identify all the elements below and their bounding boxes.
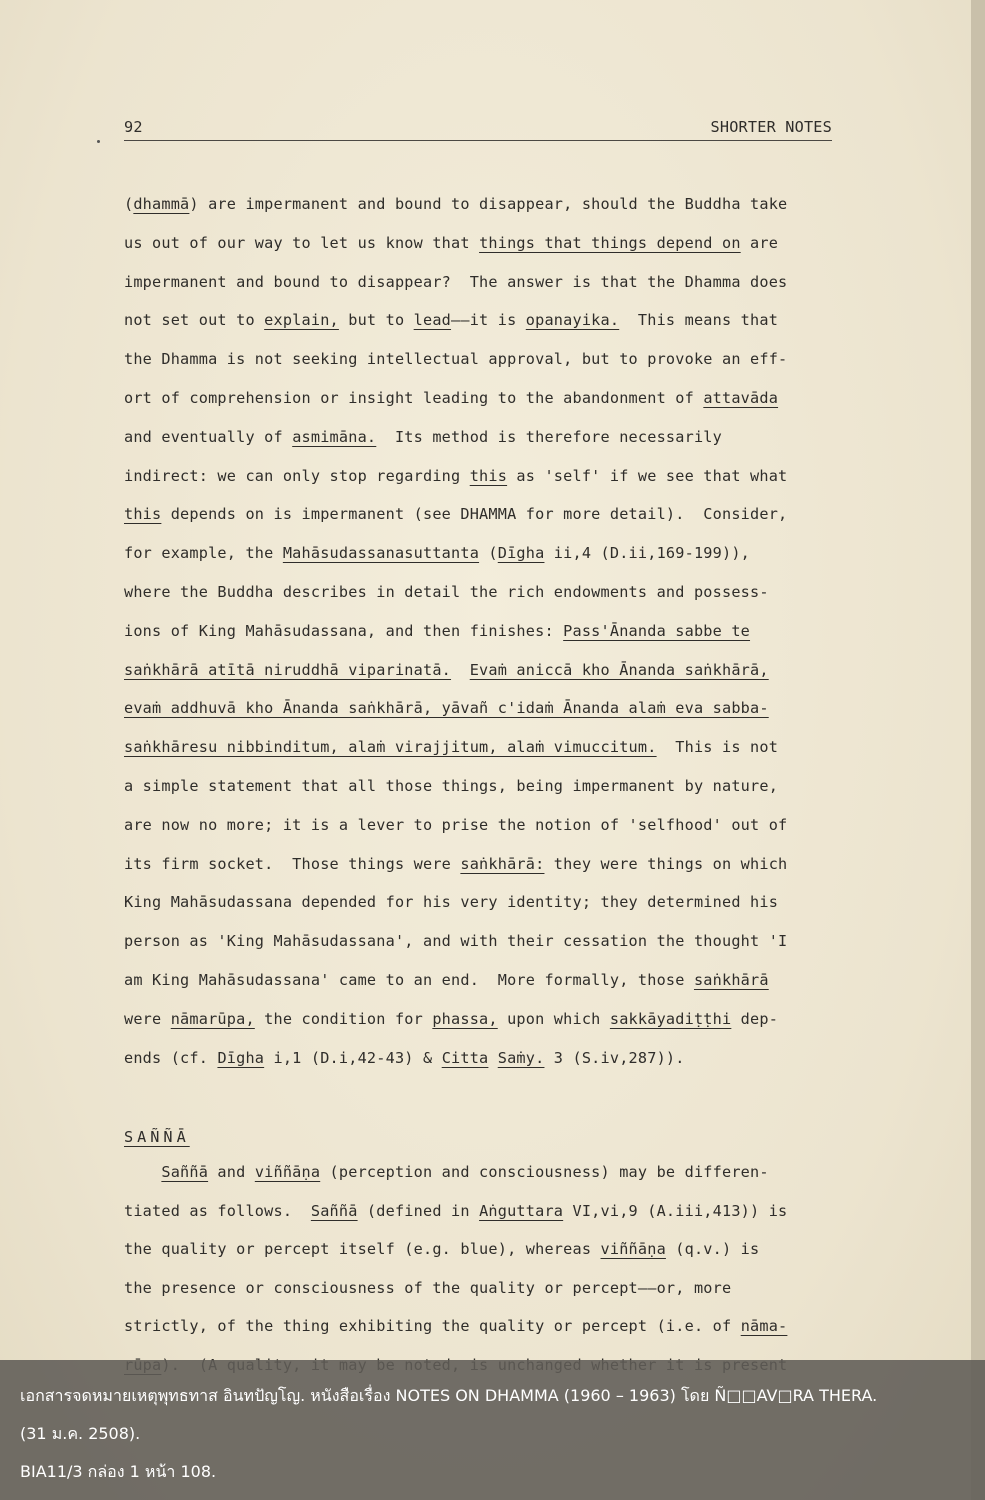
text-line: [124, 273, 787, 291]
text-run: the presence or consciousness of the quality or percept——or, more: [124, 1278, 732, 1297]
underlined-term: Evaṁ aniccā kho Ānanda saṅkhārā,: [469, 660, 769, 679]
text-run: where the Buddha describes in detail the rich endowments and possess-: [124, 583, 769, 601]
running-title: SHORTER NOTES: [710, 118, 832, 136]
text-run: impermanent and bound to disappear? The answer is that the Dhamma does: [124, 272, 788, 291]
text-line: [124, 1163, 769, 1181]
underlined-term: phassa,: [432, 1009, 498, 1028]
text-run: ) are impermanent and bound to disappear, should the Buddha take: [189, 195, 788, 213]
text-run: i,1 (D.i,42-43) &: [264, 1048, 442, 1067]
text-line: [124, 311, 778, 329]
text-run: are: [740, 233, 779, 252]
text-line: [124, 234, 778, 252]
text-line: [124, 816, 787, 834]
underlined-term: nāma-: [740, 1317, 788, 1336]
text-run: [451, 661, 470, 679]
underlined-term: this: [469, 466, 508, 485]
text-line: [124, 428, 722, 446]
text-line: [124, 777, 778, 795]
underlined-term: saṅkhārā atītā niruddhā viparinatā.: [124, 660, 452, 679]
text-line: [124, 622, 750, 640]
underlined-term: Dīgha: [217, 1048, 265, 1067]
text-run: depends on is impermanent (see DHAMMA for more detail). Consider,: [161, 505, 788, 524]
text-run: the quality or percept itself (e.g. blue), whereas: [124, 1240, 601, 1259]
text-run: ort of comprehension or insight leading to the abandonment of: [124, 389, 704, 407]
underlined-term: Saṁy.: [497, 1048, 545, 1067]
underlined-term: Dīgha: [497, 544, 545, 563]
text-run: and eventually of: [124, 427, 293, 446]
text-run: a simple statement that all those things, being impermanent by nature,: [124, 777, 779, 795]
text-run: King Mahāsudassana depended for his very identity; they determined his: [124, 893, 779, 912]
underlined-term: saṅkhāresu nibbinditum, alaṁ virajjitum, alaṁ vimuccitum.: [124, 738, 657, 757]
text-run: and: [208, 1163, 255, 1181]
text-run: ——it is: [451, 311, 526, 330]
underlined-term: this: [124, 505, 162, 524]
text-run: This is not: [656, 738, 779, 757]
text-run: ions of King Mahāsudassana, and then finishes:: [124, 621, 564, 640]
paper-speck: [97, 140, 100, 143]
section-heading: SAÑÑĀ: [124, 1128, 190, 1146]
text-run: person as 'King Mahāsudassana', and with their cessation the thought 'I: [124, 932, 788, 951]
archive-caption: [0, 1360, 985, 1500]
text-line: [124, 583, 769, 601]
text-line: [124, 1049, 685, 1067]
text-line: [124, 1317, 787, 1335]
text-run: am King Mahāsudassana' came to an end. More formally, those: [124, 971, 694, 989]
text-line: [124, 855, 787, 873]
caption-line-2: (31 ม.ค. 2508).: [20, 1424, 141, 1443]
text-line: [124, 971, 769, 989]
text-line: [124, 1279, 731, 1297]
underlined-term: saṅkhārā: [693, 971, 769, 989]
text-run: for example, the: [124, 544, 283, 563]
text-line: [124, 467, 787, 485]
text-line: [124, 1240, 759, 1258]
underlined-term: things that things depend on: [479, 233, 741, 252]
text-line: [124, 350, 787, 368]
text-run: [488, 1049, 497, 1067]
text-line: [124, 932, 787, 950]
text-run: not set out to: [124, 311, 265, 330]
underlined-term: evaṁ addhuvā kho Ānanda saṅkhārā, yāvañ c'idaṁ Ānanda alaṁ eva sabba-: [124, 699, 769, 718]
text-run: VI,vi,9 (A.iii,413)) is: [563, 1201, 788, 1220]
text-run: (perception and consciousness) may be differen-: [320, 1163, 769, 1181]
text-run: strictly, of the thing exhibiting the quality or percept (i.e. of: [124, 1317, 741, 1336]
text-line: [124, 661, 769, 679]
underlined-term: Mahāsudassanasuttanta: [282, 544, 480, 563]
text-run: ii,4 (D.ii,169-199)),: [544, 544, 751, 563]
text-run: were: [124, 1009, 171, 1028]
text-run: 3 (S.iv,287)).: [544, 1048, 685, 1067]
text-run: are now no more; it is a lever to prise the notion of 'selfhood' out of: [124, 815, 788, 834]
text-line: [124, 544, 750, 562]
underlined-term: attavāda: [703, 389, 779, 407]
underlined-term: Pass'Ānanda sabbe te: [563, 621, 751, 640]
text-run: but to: [338, 311, 414, 330]
caption-line-1: เอกสารจดหมายเหตุพุทธทาส อินทปัญโญ. หนังสือเรื่อง NOTES ON DHAMMA (1960 – 1963) โดย Ñ□□AV□RA THERA.: [20, 1386, 878, 1405]
underlined-term: sakkāyadiṭṭhi: [609, 1009, 732, 1028]
text-run: the condition for: [254, 1009, 433, 1028]
text-line: [124, 1202, 787, 1220]
text-line: (dhammā) are impermanent and bound to disappear, should the Buddha take: [124, 195, 788, 213]
text-run: [124, 1163, 161, 1181]
underlined-term: viññāṇa: [600, 1240, 666, 1259]
text-run: they were things on which: [544, 854, 788, 873]
text-run: indirect: we can only stop regarding: [124, 466, 470, 485]
page-number: 92: [124, 118, 143, 136]
text-line: [124, 1010, 778, 1028]
text-run: tiated as follows.: [124, 1201, 311, 1220]
underlined-term: opanayika.: [525, 311, 620, 330]
text-run: its firm socket. Those things were: [124, 854, 461, 873]
text-line: [124, 505, 787, 523]
underlined-term: Saññā: [161, 1163, 209, 1181]
underlined-term: Aṅguttara: [479, 1201, 564, 1220]
text-run: ends (cf.: [124, 1048, 218, 1067]
text-run: upon which: [497, 1009, 610, 1028]
page-header: [124, 118, 832, 141]
caption-line-3: BIA11/3 กล่อง 1 หน้า 108.: [20, 1462, 217, 1481]
text-run: dep-: [731, 1009, 779, 1028]
text-line: [124, 389, 778, 407]
text-run: as 'self' if we see that what: [507, 466, 788, 485]
text-run: (defined in: [357, 1201, 480, 1220]
underlined-term: Citta: [441, 1048, 489, 1067]
text-run: (: [479, 544, 498, 563]
underlined-term: dhammā: [133, 195, 190, 213]
underlined-term: asmimāna.: [292, 427, 377, 446]
underlined-term: saṅkhārā:: [460, 854, 545, 873]
underlined-term: nāmarūpa,: [170, 1009, 255, 1028]
underlined-term: explain,: [264, 311, 339, 330]
text-run: (q.v.) is: [665, 1240, 760, 1259]
text-line: [124, 699, 769, 717]
underlined-term: lead: [413, 311, 452, 330]
underlined-term: viññāṇa: [254, 1163, 321, 1181]
text-run: This means that: [619, 311, 779, 330]
text-line: [124, 738, 778, 756]
text-run: us out of our way to let us know that: [124, 233, 480, 252]
underlined-term: Saññā: [310, 1201, 358, 1220]
text-run: Its method is therefore necessarily: [376, 427, 722, 446]
text-line: [124, 893, 778, 911]
text-run: the Dhamma is not seeking intellectual approval, but to provoke an eff-: [124, 350, 788, 369]
